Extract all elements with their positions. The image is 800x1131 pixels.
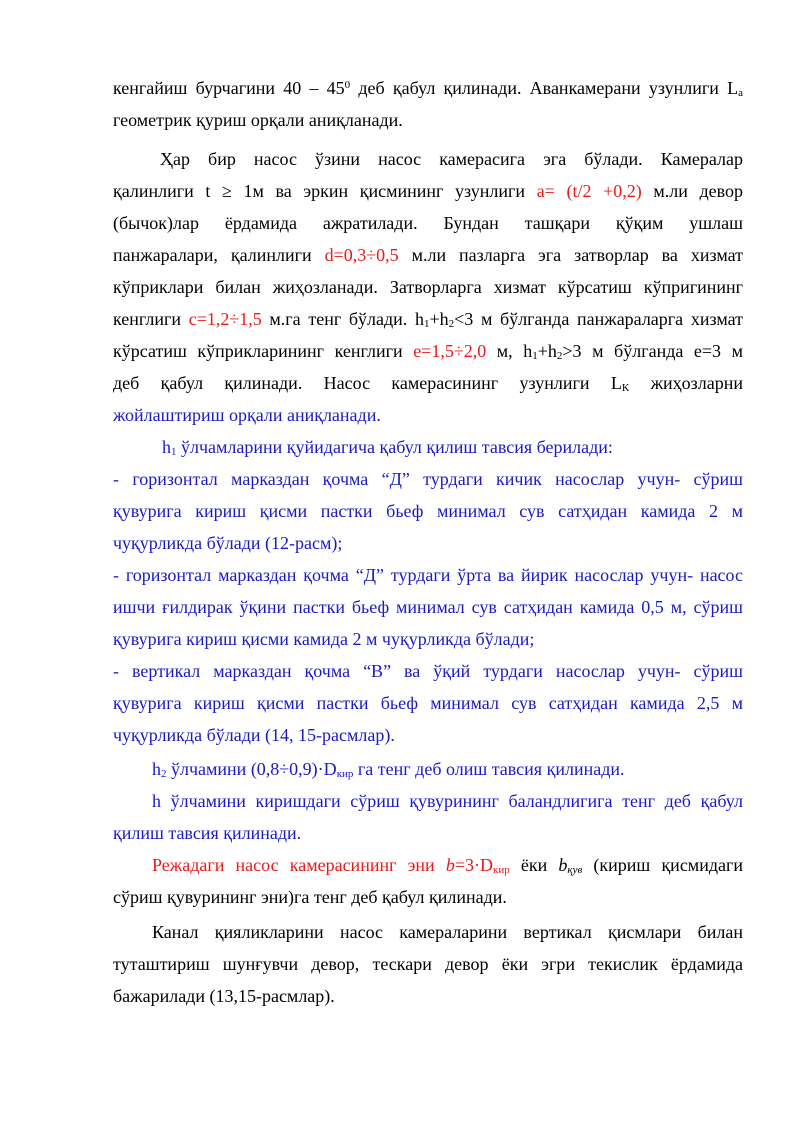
text-line-16: - горизонтал марказдан қочма “Д” турдаги ўрта ва йирик насослар учун- насос	[113, 565, 743, 585]
text-line-6: панжаралари, қалинлиги d=0,3÷0,5 м.ли пазларга эга затворлар ва хизмат	[113, 245, 743, 265]
text-line-22: $h_2$ ўлчамини $(0,8\div 0,9)\cdot D_{кир}$ га тенг деб олиш тавсия қилинади.	[152, 759, 625, 780]
text-line-13: - горизонтал марказдан қочма “Д” турдаги кичик насослар учун- сўриш	[113, 469, 743, 489]
text-line-23: h ўлчамини киришдаги сўриш қувурининг баландлигига тенг деб қабул	[152, 791, 743, 811]
text-line-15: чуқурликда бўлади (12-расм);	[113, 533, 343, 553]
text-line-21: чуқурликда бўлади (14, 15-расмлар).	[113, 725, 395, 745]
text-line-12: $h_1$ ўлчамларини қуйидагича қабул қилиш тавсия берилади:	[162, 437, 613, 458]
text-line-29: бажарилади (13,15-расмлар).	[113, 986, 335, 1006]
text-line-19: - вертикал марказдан қочма “В” ва ўқий турдаги насослар учун- сўриш	[113, 661, 743, 681]
text-line-28: туташтириш шунғувчи девор, тескари девор ёки эгри текислик ёрдамида	[113, 954, 743, 974]
text-line-8: кенглиги c=1,2÷1,5 м.га тенг бўлади. $h_1+h_2<3$ м бўлганда панжараларга хизмат	[113, 309, 743, 330]
text-line-18: қувурига кириш қисми камида 2 м чуқурликда бўлади;	[113, 629, 535, 649]
text-line-27: Канал қияликларини насос камераларини вертикал қисмлари билан	[152, 922, 743, 942]
text-line-14: қувурига кириш қисми пастки бьеф минимал сув сатҳидан камида 2 м	[113, 501, 743, 521]
text-line-24: қилиш тавсия қилинади.	[113, 823, 302, 843]
text-line-25: Режадаги насос камерасининг эни $b=3\cdot D_{кир}$ ёки $b_{қув}$ (кириш қисмидаги	[152, 855, 743, 876]
text-line-7: кўприклари билан жиҳозланади. Затворларга хизмат кўрсатиш кўпригининг	[113, 277, 743, 297]
text-line-20: қувурига кириш қисми пастки бьеф минимал сув сатҳидан камида 2,5 м	[113, 693, 743, 713]
text-line-26: сўриш қувурининг эни)га тенг деб қабул қилинади.	[113, 887, 507, 907]
text-line-1: кенгайиш бурчагини $40 - 45^0$ деб қабул қилинади. Аванкамерани узунлиги $L_а$	[113, 78, 743, 99]
text-line-3: Ҳар бир насос ўзини насос камерасига эга бўлади. Камералар	[160, 149, 743, 169]
text-line-4: қалинлиги t ≥ 1м ва эркин қисмининг узунлиги а= (t/2 +0,2) м.ли девор	[113, 181, 743, 201]
text-line-11: жойлаштириш орқали аниқланади.	[113, 405, 381, 425]
text-line-10: деб қабул қилинади. Насос камерасининг узунлиги $L_К$ жиҳозларни	[113, 373, 743, 394]
text-line-17: ишчи ғилдирак ўқини пастки бьеф минимал сув сатҳидан камида 0,5 м, сўриш	[113, 597, 743, 617]
text-line-2: геометрик қуриш орқали аниқланади.	[113, 110, 403, 130]
text-line-5: (бычок)лар ёрдамида ажратилади. Бундан ташқари қўқим ушлаш	[113, 213, 743, 233]
text-line-9: кўрсатиш кўприкларининг кенглиги e=1,5÷2,0 м, $h_1+h_2>3$ м бўлганда е=3 м	[113, 341, 743, 362]
